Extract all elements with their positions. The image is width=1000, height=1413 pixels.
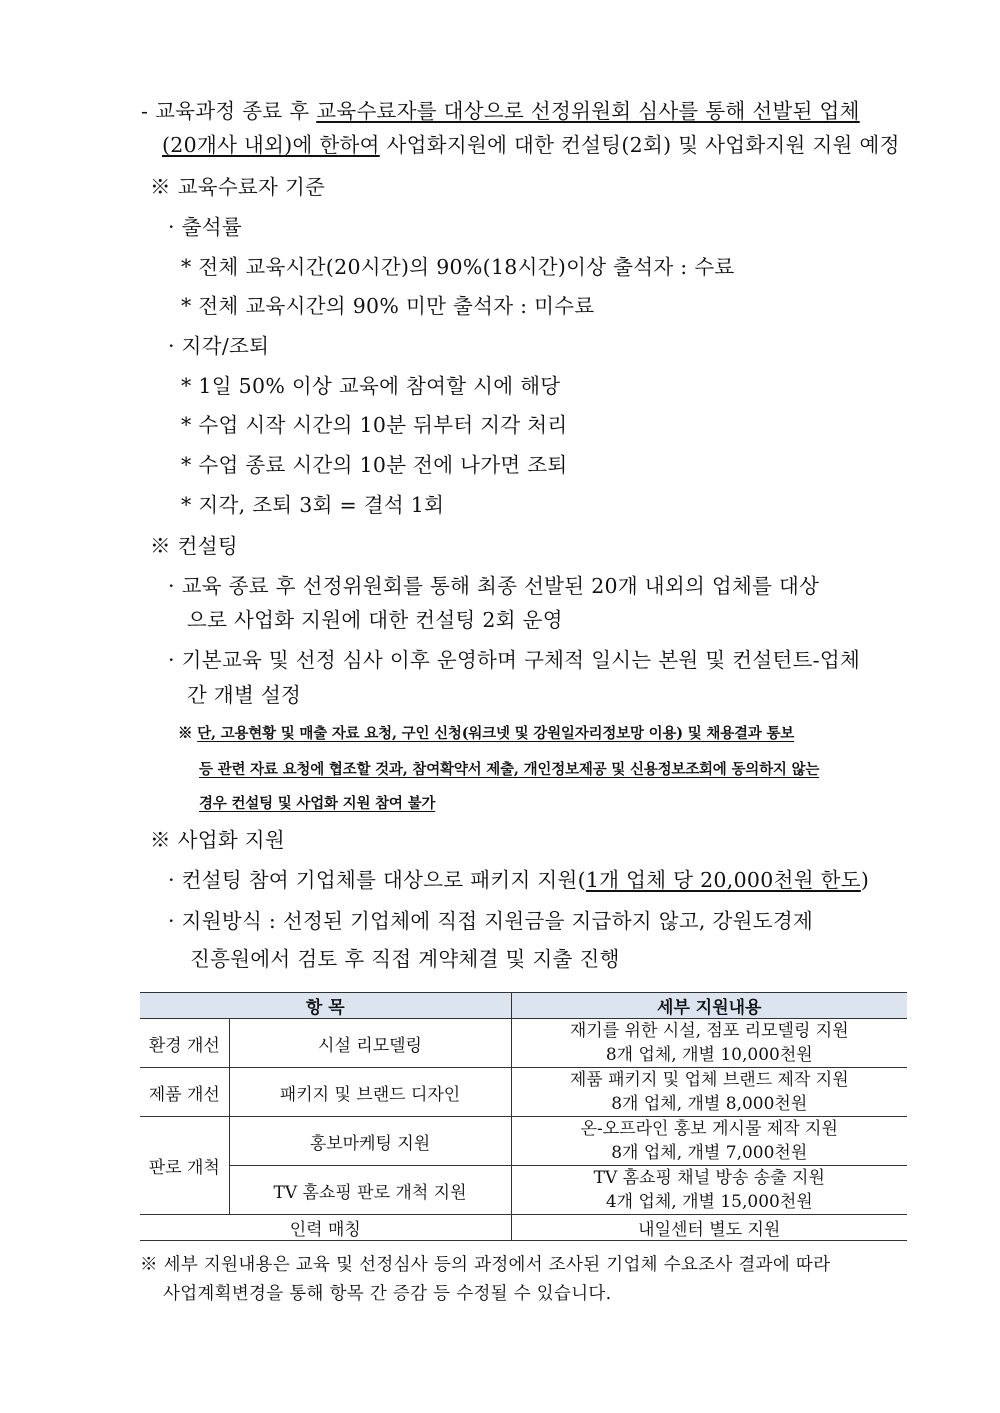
late-item: * 1일 50% 이상 교육에 참여할 시에 해당 [181,374,561,398]
commercialization-item-1c: ) [860,868,870,892]
intro-text-1a: 교육과정 종료 후 [155,99,317,123]
row-item: 홍보마케팅 지원 [229,1117,511,1166]
table-header-row [140,993,907,1019]
commercialization-item-1 [168,865,869,895]
row-category: 제품 개선 [140,1068,229,1117]
header-item: 항 목 [140,993,511,1019]
table-row [140,1068,907,1117]
support-table [140,992,907,1241]
consulting-warning-line-2: 등 관련 자료 요청에 협조할 것과, 참여확약서 제출, 개인정보제공 및 신용정보조회에 동의하지 않는 [199,761,820,778]
row-detail-line-1: TV 홈쇼핑 채널 방송 송출 지원 [593,1168,825,1188]
consulting-item-1-line-1: · 교육 종료 후 선정위원회를 통해 최종 선발된 20개 내외의 업체를 대상 [168,574,820,598]
intro-text-1b: 교육수료자를 대상으로 선정위원회 심사를 통해 선발된 업체 [316,99,860,123]
intro-text-2b: 사업화지원에 대한 컨설팅(2회) 및 사업화지원 지원 예정 [379,133,900,157]
table-row [140,1166,907,1215]
footnote-line-1: ※ 세부 지원내용은 교육 및 선정심사 등의 과정에서 조사된 기업체 수요조사 결과에 따라 [140,1255,831,1275]
late-title: · 지각/조퇴 [168,334,270,358]
late-item: * 지각, 조퇴 3회 = 결석 1회 [181,493,445,517]
late-item: * 수업 시작 시간의 10분 뒤부터 지각 처리 [181,413,568,437]
row-detail [511,1117,907,1166]
commercialization-item-2-line-1: · 지원방식 : 선정된 기업체에 직접 지원금을 지급하지 않고, 강원도경제 [168,909,814,933]
commercialization-item-1b: 1개 업체 당 20,000천원 한도 [585,868,861,892]
consulting-item-2-line-1: · 기본교육 및 선정 심사 이후 운영하며 구체적 일시는 본원 및 컨설턴트-업체 [168,648,861,672]
attendance-title: · 출석률 [168,215,242,239]
commercialization-item-2-line-2: 진흥원에서 검토 후 직접 계약체결 및 지출 진행 [190,947,620,971]
late-item: * 수업 종료 시간의 10분 전에 나가면 조퇴 [181,453,568,477]
row-item: 인력 매칭 [140,1215,511,1241]
warning-mark: ※ [178,725,193,742]
consulting-warning-line-1 [178,719,794,749]
table-row-manpower [140,1215,907,1241]
intro-line-2 [162,130,900,160]
row-detail [511,1019,907,1068]
row-detail-line-1: 온-오프라인 홍보 게시물 제작 지원 [580,1119,838,1139]
header-detail: 세부 지원내용 [511,993,907,1019]
table-row [140,1019,907,1068]
row-item: 시설 리모델링 [229,1019,511,1068]
row-item: TV 홈쇼핑 판로 개척 지원 [229,1166,511,1215]
section-heading-completion: ※ 교육수료자 기준 [150,175,326,199]
row-detail-line-2: 8개 업체, 개별 10,000천원 [605,1045,813,1065]
footnote-line-2: 사업계획변경을 통해 항목 간 증감 등 수정될 수 있습니다. [163,1284,612,1304]
row-category: 판로 개척 [140,1117,229,1215]
row-detail-line-1: 제품 패키지 및 업체 브랜드 제작 지원 [569,1070,849,1090]
row-detail-line-2: 4개 업체, 개별 15,000천원 [605,1192,813,1212]
intro-text-2a: (20개사 내외)에 한하여 [162,133,380,157]
consulting-warning-line-3: 경우 컨설팅 및 사업화 지원 참여 불가 [199,795,436,812]
section-heading-consulting: ※ 컨설팅 [150,534,238,558]
intro-bullet: - [141,99,149,123]
row-detail [511,1068,907,1117]
intro-line-1 [141,96,860,126]
consulting-item-1-line-2: 으로 사업화 지원에 대한 컨설팅 2회 운영 [187,608,563,632]
row-detail: 내일센터 별도 지원 [511,1215,907,1241]
table-row [140,1117,907,1166]
attendance-item: * 전체 교육시간의 90% 미만 출석자 : 미수료 [181,294,595,318]
row-detail [511,1166,907,1215]
row-category: 환경 개선 [140,1019,229,1068]
attendance-item: * 전체 교육시간(20시간)의 90%(18시간)이상 출석자 : 수료 [181,255,735,279]
section-heading-commercialization: ※ 사업화 지원 [150,828,285,852]
row-detail-line-2: 8개 업체, 개별 8,000천원 [611,1094,808,1114]
commercialization-item-1a: · 컨설팅 참여 기업체를 대상으로 패키지 지원( [168,868,586,892]
row-detail-line-2: 8개 업체, 개별 7,000천원 [611,1143,808,1163]
consulting-item-2-line-2: 간 개별 설정 [187,683,302,707]
row-item: 패키지 및 브랜드 디자인 [229,1068,511,1117]
row-detail-line-1: 재기를 위한 시설, 점포 리모델링 지원 [569,1021,849,1041]
warning-text-1: 단, 고용현황 및 매출 자료 요청, 구인 신청(워크넷 및 강원일자리정보망 이용) 및 채용결과 통보 [197,725,795,742]
